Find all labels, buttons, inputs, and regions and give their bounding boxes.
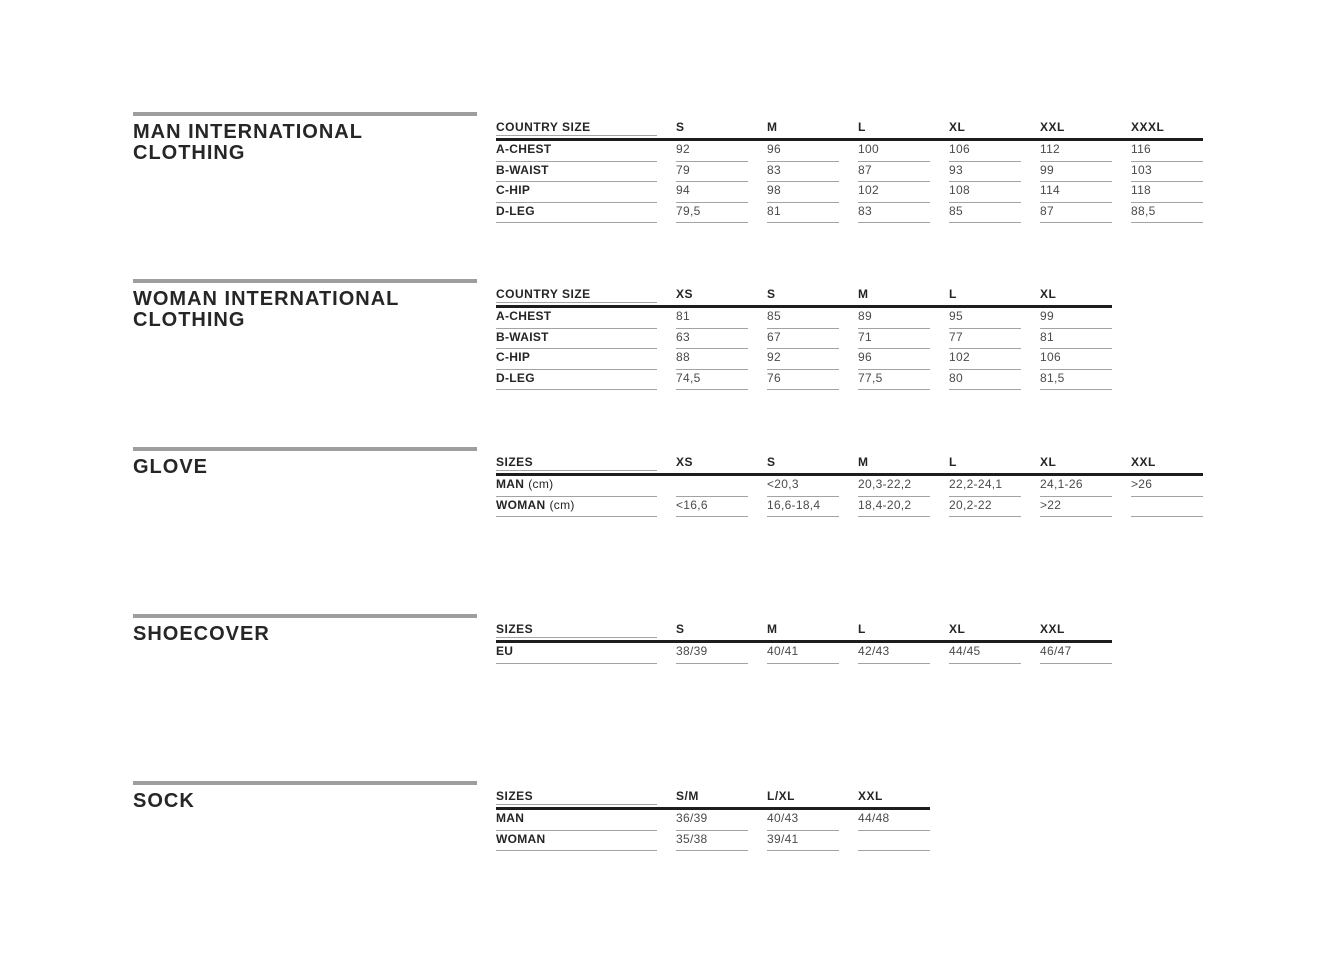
table-row (496, 329, 1131, 350)
size-value (767, 476, 858, 497)
size-value (676, 203, 767, 224)
column-header-text: XXL (858, 789, 883, 803)
size-value (949, 141, 1040, 162)
size-value (1040, 308, 1131, 329)
column-header-text: XL (1040, 287, 1057, 301)
column-header (767, 621, 858, 638)
size-value-text: 99 (1040, 162, 1112, 183)
size-value (767, 349, 858, 370)
size-value-text: 24,1-26 (1040, 476, 1112, 497)
size-value (676, 476, 767, 497)
row-label-unit: (cm) (528, 477, 554, 491)
column-header-text: XXL (1040, 120, 1065, 134)
size-value-text: 42/43 (858, 643, 930, 664)
size-value (949, 476, 1040, 497)
section-glove (133, 447, 1233, 512)
table-row (496, 182, 1222, 203)
row-label-text: C-HIP (496, 182, 657, 203)
size-value (1131, 476, 1222, 497)
column-header (676, 621, 767, 638)
size-value (858, 162, 949, 183)
size-value-text: 102 (949, 349, 1021, 370)
column-header (1040, 119, 1131, 136)
table-row (496, 643, 1131, 664)
column-header-text: M (858, 287, 869, 301)
size-value (858, 329, 949, 350)
size-value-text (1131, 497, 1203, 518)
size-value-text: 94 (676, 182, 748, 203)
size-value-text: 106 (949, 141, 1021, 162)
header-label-text: SIZES (496, 454, 657, 471)
size-value (949, 329, 1040, 350)
size-value-text: 79,5 (676, 203, 748, 224)
column-header-text: XXL (1131, 455, 1156, 469)
size-value (767, 810, 858, 831)
size-value (767, 141, 858, 162)
row-label (496, 370, 676, 391)
size-value-text: 114 (1040, 182, 1112, 203)
section-woman-international-clothing (133, 279, 1233, 385)
size-value-text: 103 (1131, 162, 1203, 183)
size-value-text: 35/38 (676, 831, 748, 852)
size-value (767, 203, 858, 224)
column-header-text: L (949, 287, 957, 301)
size-value (858, 497, 949, 518)
size-value-text: 89 (858, 308, 930, 329)
size-value-text: 108 (949, 182, 1021, 203)
size-value (1040, 182, 1131, 203)
size-value-text: 88 (676, 349, 748, 370)
column-header-text: L (858, 120, 866, 134)
size-value-text: 85 (949, 203, 1021, 224)
row-label-text: B-WAIST (496, 329, 657, 350)
column-header (1040, 286, 1131, 303)
table-header-row (496, 788, 930, 810)
size-value (676, 141, 767, 162)
column-header (1131, 454, 1222, 471)
size-value-text: 93 (949, 162, 1021, 183)
size-value-text: 71 (858, 329, 930, 350)
size-value-text: 76 (767, 370, 839, 391)
column-header-text: S (767, 455, 776, 469)
column-header (858, 621, 949, 638)
column-header (767, 286, 858, 303)
section-title: GLOVE (133, 456, 209, 478)
column-header (676, 286, 767, 303)
size-value-text: 81 (676, 308, 748, 329)
size-value-text: 81,5 (1040, 370, 1112, 391)
size-value (676, 162, 767, 183)
column-header (676, 788, 767, 805)
header-label (496, 286, 676, 303)
size-value-text: 40/41 (767, 643, 839, 664)
size-value-text: 81 (767, 203, 839, 224)
size-value (1040, 329, 1131, 350)
column-header (949, 119, 1040, 136)
size-value-text: 22,2-24,1 (949, 476, 1021, 497)
size-value-text: 118 (1131, 182, 1203, 203)
size-value (949, 203, 1040, 224)
sock-table (496, 788, 949, 851)
size-value (949, 162, 1040, 183)
table-row (496, 162, 1222, 183)
size-value (1040, 203, 1131, 224)
size-value (949, 349, 1040, 370)
column-header-text: L (858, 622, 866, 636)
row-label-text: WOMAN (496, 831, 657, 852)
size-value (858, 182, 949, 203)
table-header-row (496, 286, 1112, 308)
column-header-text: S (676, 120, 685, 134)
section-accent-bar (133, 781, 477, 785)
column-header (1131, 119, 1222, 136)
table-row (496, 141, 1222, 162)
row-label (496, 329, 676, 350)
row-label (496, 162, 676, 183)
size-value (858, 203, 949, 224)
table-row (496, 810, 949, 831)
table-header-row (496, 119, 1203, 141)
section-title: MAN INTERNATIONAL CLOTHING (133, 121, 363, 164)
size-value-text: >26 (1131, 476, 1203, 497)
size-value (676, 643, 767, 664)
size-value (767, 182, 858, 203)
table-row (496, 497, 1222, 518)
row-label-text: B-WAIST (496, 162, 657, 183)
row-label (496, 203, 676, 224)
size-value (767, 497, 858, 518)
size-value (1131, 182, 1222, 203)
size-value-text: 96 (858, 349, 930, 370)
size-value-text: 20,2-22 (949, 497, 1021, 518)
size-value-text: 98 (767, 182, 839, 203)
size-value (858, 141, 949, 162)
size-value-text: 116 (1131, 141, 1203, 162)
table-row (496, 308, 1131, 329)
column-header (676, 454, 767, 471)
size-value (767, 308, 858, 329)
row-label-text: D-LEG (496, 203, 657, 224)
size-value (949, 497, 1040, 518)
section-accent-bar (133, 112, 477, 116)
section-man-international-clothing (133, 112, 1233, 218)
size-value-text: 67 (767, 329, 839, 350)
size-value (858, 476, 949, 497)
size-value-text: 38/39 (676, 643, 748, 664)
section-title: SOCK (133, 790, 195, 812)
header-label (496, 454, 676, 471)
size-value-text: 85 (767, 308, 839, 329)
size-value-text: 106 (1040, 349, 1112, 370)
size-value-text: <20,3 (767, 476, 839, 497)
header-label-text: COUNTRY SIZE (496, 119, 657, 136)
column-header-text: XL (949, 120, 966, 134)
column-header-text: M (767, 120, 778, 134)
row-label-text: D-LEG (496, 370, 657, 391)
column-header-text: S/M (676, 789, 699, 803)
size-value (676, 370, 767, 391)
row-label (496, 476, 676, 497)
header-label (496, 788, 676, 805)
size-value (1131, 203, 1222, 224)
size-value-text: 87 (1040, 203, 1112, 224)
size-value (1040, 497, 1131, 518)
size-value-text (858, 831, 930, 852)
section-accent-bar (133, 614, 477, 618)
size-value-text: 44/45 (949, 643, 1021, 664)
row-label (496, 643, 676, 664)
size-value-text: 100 (858, 141, 930, 162)
column-header (1040, 621, 1131, 638)
size-value (767, 329, 858, 350)
size-value-text: 77 (949, 329, 1021, 350)
size-value-text: 83 (858, 203, 930, 224)
column-header (858, 119, 949, 136)
column-header-text: L (949, 455, 957, 469)
table-header-row (496, 621, 1112, 643)
size-value-text: 46/47 (1040, 643, 1112, 664)
column-header-text: XL (949, 622, 966, 636)
table-header-row (496, 454, 1203, 476)
size-value-text: 87 (858, 162, 930, 183)
size-value-text: 20,3-22,2 (858, 476, 930, 497)
row-label-text: A-CHEST (496, 141, 657, 162)
row-label (496, 141, 676, 162)
size-value-text: 40/43 (767, 810, 839, 831)
column-header-text: XS (676, 455, 694, 469)
column-header-text: XS (676, 287, 694, 301)
header-label (496, 119, 676, 136)
size-value-text: 99 (1040, 308, 1112, 329)
size-value (767, 831, 858, 852)
size-value (1040, 476, 1131, 497)
column-header-text: XXXL (1131, 120, 1165, 134)
size-value-text: 95 (949, 308, 1021, 329)
size-value (676, 182, 767, 203)
section-accent-bar (133, 279, 477, 283)
row-label-text: MAN (496, 810, 657, 831)
column-header (767, 788, 858, 805)
size-value (1040, 349, 1131, 370)
column-header (767, 119, 858, 136)
column-header-text: L/XL (767, 789, 795, 803)
size-value-text: >22 (1040, 497, 1112, 518)
table-row (496, 349, 1131, 370)
row-label-text: MAN (cm) (496, 476, 657, 497)
size-value (1131, 141, 1222, 162)
column-header (767, 454, 858, 471)
size-value-text (676, 476, 748, 497)
size-value (1131, 162, 1222, 183)
size-value-text: 39/41 (767, 831, 839, 852)
size-value-text: 83 (767, 162, 839, 183)
shoecover-table (496, 621, 1131, 664)
size-value (949, 308, 1040, 329)
size-value (1040, 141, 1131, 162)
size-value (1040, 162, 1131, 183)
size-value (949, 370, 1040, 391)
man-international-clothing-table (496, 119, 1222, 223)
size-value (767, 643, 858, 664)
column-header (858, 454, 949, 471)
column-header (949, 286, 1040, 303)
size-value-text: 92 (767, 349, 839, 370)
column-header-text: S (767, 287, 776, 301)
size-value-text: 18,4-20,2 (858, 497, 930, 518)
size-value (858, 831, 949, 852)
column-header-text: XL (1040, 455, 1057, 469)
section-accent-bar (133, 447, 477, 451)
size-value (676, 329, 767, 350)
section-sock (133, 781, 1233, 846)
table-row (496, 476, 1222, 497)
row-label-text: WOMAN (cm) (496, 497, 657, 518)
header-label-text: SIZES (496, 788, 657, 805)
row-label-text: EU (496, 643, 657, 664)
size-value (676, 308, 767, 329)
size-value (1040, 370, 1131, 391)
size-value (1131, 497, 1222, 518)
size-value (676, 810, 767, 831)
size-value-text: 112 (1040, 141, 1112, 162)
row-label (496, 349, 676, 370)
section-title: WOMAN INTERNATIONAL CLOTHING (133, 288, 400, 331)
table-row (496, 370, 1131, 391)
size-value (858, 370, 949, 391)
size-value-text: 77,5 (858, 370, 930, 391)
size-value (858, 349, 949, 370)
table-row (496, 203, 1222, 224)
size-value (858, 308, 949, 329)
size-value (858, 643, 949, 664)
column-header (949, 621, 1040, 638)
woman-international-clothing-table (496, 286, 1131, 390)
header-label-text: COUNTRY SIZE (496, 286, 657, 303)
row-label (496, 810, 676, 831)
column-header (949, 454, 1040, 471)
size-value (1040, 643, 1131, 664)
column-header (676, 119, 767, 136)
size-value (949, 182, 1040, 203)
column-header (1040, 454, 1131, 471)
row-label (496, 308, 676, 329)
size-value-text: 16,6-18,4 (767, 497, 839, 518)
row-label (496, 831, 676, 852)
size-value (858, 810, 949, 831)
size-value (676, 349, 767, 370)
glove-table (496, 454, 1222, 517)
size-value-text: 74,5 (676, 370, 748, 391)
column-header (858, 286, 949, 303)
section-title: SHOECOVER (133, 623, 270, 645)
size-value-text: 96 (767, 141, 839, 162)
size-value-text: <16,6 (676, 497, 748, 518)
size-value (676, 831, 767, 852)
column-header (858, 788, 949, 805)
row-label-text: C-HIP (496, 349, 657, 370)
column-header-text: M (767, 622, 778, 636)
size-value-text: 81 (1040, 329, 1112, 350)
row-label (496, 182, 676, 203)
row-label-text: A-CHEST (496, 308, 657, 329)
size-value-text: 80 (949, 370, 1021, 391)
column-header-text: XXL (1040, 622, 1065, 636)
size-value (767, 370, 858, 391)
size-value-text: 92 (676, 141, 748, 162)
section-shoecover (133, 614, 1233, 658)
size-value-text: 79 (676, 162, 748, 183)
size-value (676, 497, 767, 518)
size-value-text: 36/39 (676, 810, 748, 831)
size-value (767, 162, 858, 183)
size-value (949, 643, 1040, 664)
column-header-text: S (676, 622, 685, 636)
table-row (496, 831, 949, 852)
size-value-text: 102 (858, 182, 930, 203)
size-value-text: 63 (676, 329, 748, 350)
size-value-text: 88,5 (1131, 203, 1203, 224)
header-label (496, 621, 676, 638)
row-label (496, 497, 676, 518)
size-value-text: 44/48 (858, 810, 930, 831)
row-label-unit: (cm) (549, 497, 575, 512)
column-header-text: M (858, 455, 869, 469)
header-label-text: SIZES (496, 621, 657, 638)
